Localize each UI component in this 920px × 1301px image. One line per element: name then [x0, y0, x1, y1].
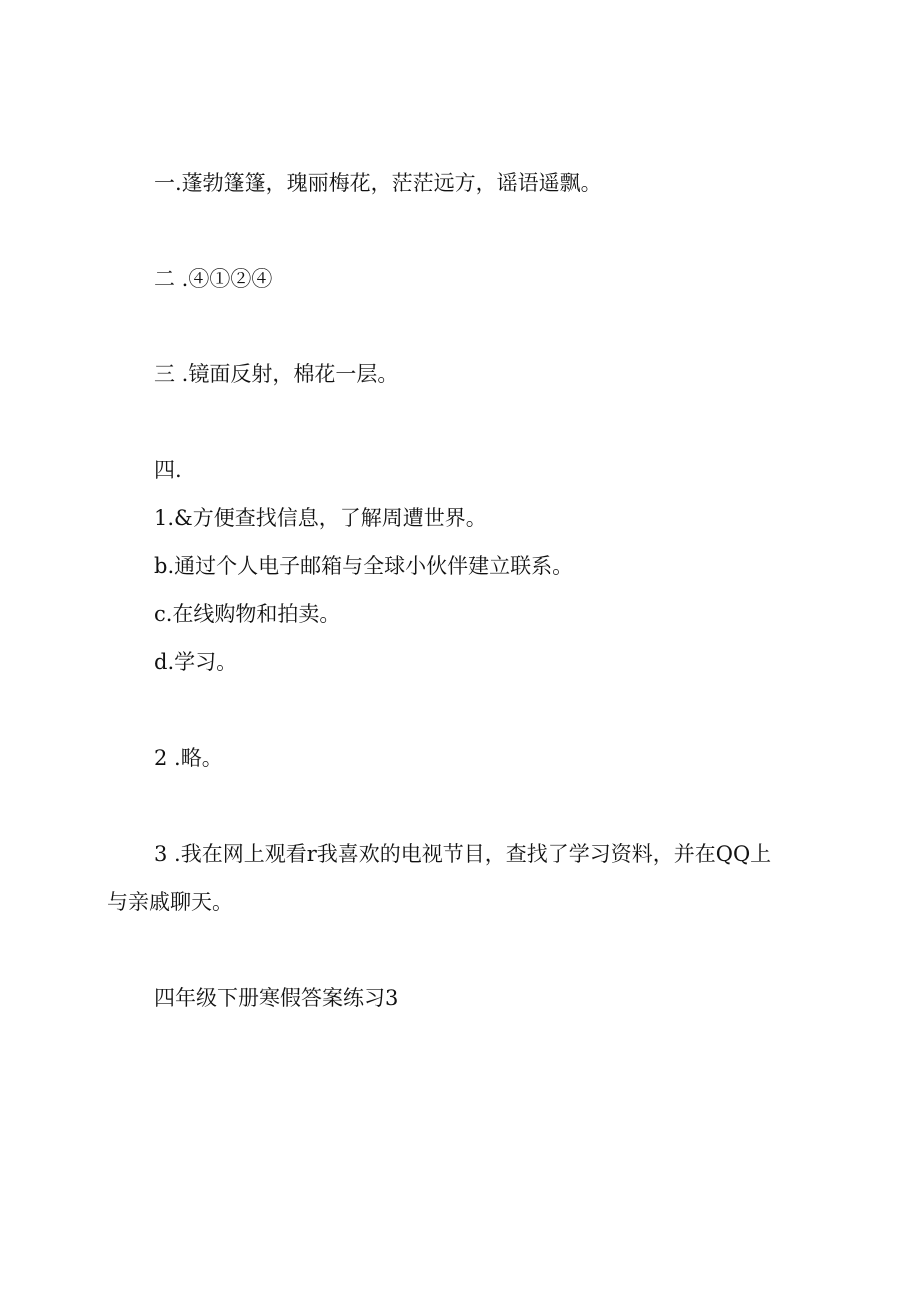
section-4-item-a: 1.&方便查找信息，了解周遭世界。 [154, 506, 487, 530]
section-4-answer-2: 2 .略。 [154, 746, 223, 770]
section-4-answer-3: 3 .我在网上观看r我喜欢的电视节目，查找了学习资料，并在QQ上 [154, 842, 772, 866]
answer-section-3: 三 .镜面反射，棉花一层。 [154, 362, 399, 386]
section-4-item-b: b.通过个人电子邮箱与全球小伙伴建立联系。 [154, 554, 574, 578]
section-4-item-d: d.学习。 [154, 650, 238, 674]
answer-section-1: 一.蓬勃篷篷，瑰丽梅花，茫茫远方，谣语遥飘。 [154, 171, 602, 195]
section-4-item-c: c.在线购物和拍卖。 [154, 602, 341, 626]
section-4-answer-3-cont: 与亲戚聊天。 [107, 890, 233, 914]
answer-section-2: 二 .④①②④ [154, 267, 273, 291]
section-4-heading: 四. [154, 458, 182, 482]
exercise-title: 四年级下册寒假答案练习3 [154, 986, 399, 1010]
